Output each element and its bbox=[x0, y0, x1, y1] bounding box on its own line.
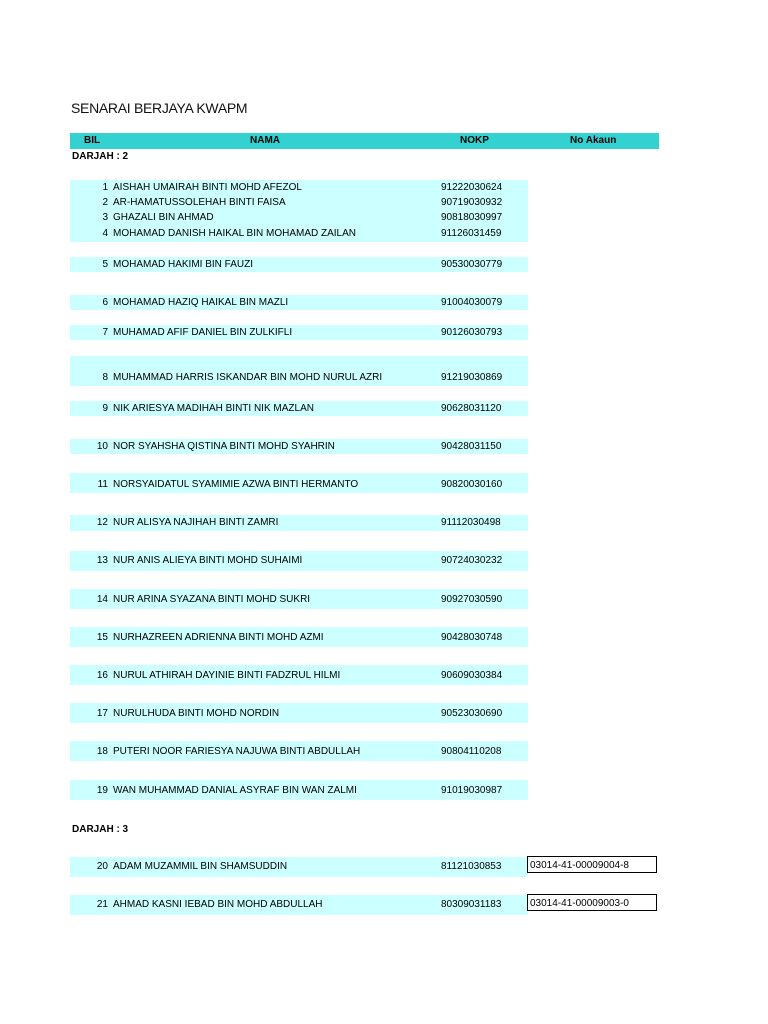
cell-nokp: 90724030232 bbox=[441, 555, 503, 566]
cell-nokp: 90428031150 bbox=[441, 441, 502, 452]
cell-bil: 12 bbox=[96, 517, 108, 528]
cell-bil: 19 bbox=[96, 785, 108, 796]
table-row bbox=[0, 226, 768, 241]
cell-bil: 2 bbox=[102, 197, 108, 208]
cell-nama: AISHAH UMAIRAH BINTI MOHD AFEZOL bbox=[113, 182, 302, 193]
cell-nokp: 91222030624 bbox=[441, 182, 503, 193]
cell-nokp: 91004030079 bbox=[441, 297, 503, 308]
table-row bbox=[0, 210, 768, 225]
table-row bbox=[0, 553, 768, 568]
table-row bbox=[0, 706, 768, 721]
cell-bil: 4 bbox=[102, 228, 108, 239]
cell-nokp: 90523030690 bbox=[441, 708, 503, 719]
cell-nokp: 90719030932 bbox=[441, 197, 503, 208]
cell-bil: 17 bbox=[96, 708, 108, 719]
cell-nokp: 90428030748 bbox=[441, 632, 503, 643]
cell-nokp: 90530030779 bbox=[441, 259, 503, 270]
cell-nokp: 91112030498 bbox=[441, 517, 501, 528]
cell-bil: 21 bbox=[96, 899, 108, 910]
header-nokp: NOKP bbox=[460, 135, 489, 146]
cell-nama: NUR ALISYA NAJIHAH BINTI ZAMRI bbox=[113, 517, 279, 528]
cell-bil: 5 bbox=[102, 259, 108, 270]
document-title: SENARAI BERJAYA KWAPM bbox=[71, 100, 248, 116]
cell-bil: 7 bbox=[102, 327, 108, 338]
table-row bbox=[0, 668, 768, 683]
cell-bil: 9 bbox=[102, 403, 108, 414]
cell-nokp: 90818030997 bbox=[441, 212, 503, 223]
cell-bil: 20 bbox=[96, 861, 108, 872]
table-row bbox=[0, 195, 768, 210]
table-row bbox=[0, 897, 768, 912]
cell-bil: 13 bbox=[96, 555, 108, 566]
cell-nokp: 90628031120 bbox=[441, 403, 502, 414]
cell-nokp: 90820030160 bbox=[441, 479, 503, 490]
table-row bbox=[0, 325, 768, 340]
table-row bbox=[0, 744, 768, 759]
table-row bbox=[0, 859, 768, 874]
cell-bil: 3 bbox=[102, 212, 108, 223]
header-akaun: No Akaun bbox=[570, 135, 617, 146]
cell-nama: ADAM MUZAMMIL BIN SHAMSUDDIN bbox=[113, 861, 288, 872]
cell-nama: GHAZALI BIN AHMAD bbox=[113, 212, 214, 223]
cell-nama: NIK ARIESYA MADIHAH BINTI NIK MAZLAN bbox=[113, 403, 314, 414]
cell-nokp: 91126031459 bbox=[441, 228, 502, 239]
cell-nokp: 80309031183 bbox=[441, 899, 502, 910]
table-row bbox=[0, 295, 768, 310]
cell-nama: NORSYAIDATUL SYAMIMIE AZWA BINTI HERMANTO bbox=[113, 479, 359, 490]
table-row bbox=[0, 592, 768, 607]
cell-bil: 16 bbox=[96, 670, 108, 681]
cell-bil: 10 bbox=[96, 441, 108, 452]
cell-nokp: 90609030384 bbox=[441, 670, 503, 681]
cell-nama: AR-HAMATUSSOLEHAH BINTI FAISA bbox=[113, 197, 286, 208]
cell-nama: MUHAMAD AFIF DANIEL BIN ZULKIFLI bbox=[113, 327, 293, 338]
cell-nama: MUHAMMAD HARRIS ISKANDAR BIN MOHD NURUL AZRI bbox=[113, 372, 383, 383]
table-row bbox=[0, 630, 768, 645]
table-row bbox=[0, 783, 768, 798]
cell-bil: 8 bbox=[102, 372, 108, 383]
table-row bbox=[0, 477, 768, 492]
cell-bil: 11 bbox=[97, 479, 108, 490]
cell-nama: NURUL ATHIRAH DAYINIE BINTI FADZRUL HILMI bbox=[113, 670, 341, 681]
cell-akaun: 03014-41-00009003-0 bbox=[527, 894, 657, 911]
cell-nama: NURHAZREEN ADRIENNA BINTI MOHD AZMI bbox=[113, 632, 324, 643]
cell-nama: MOHAMAD DANISH HAIKAL BIN MOHAMAD ZAILAN bbox=[113, 228, 356, 239]
cell-nokp: 81121030853 bbox=[441, 861, 502, 872]
cell-nama: WAN MUHAMMAD DANIAL ASYRAF BIN WAN ZALMI bbox=[113, 785, 357, 796]
header-bil: BIL bbox=[84, 135, 101, 146]
cell-bil: 6 bbox=[102, 297, 108, 308]
table-row bbox=[0, 401, 768, 416]
cell-nokp: 91219030869 bbox=[441, 372, 503, 383]
cell-nama: PUTERI NOOR FARIESYA NAJUWA BINTI ABDULLAH bbox=[113, 746, 361, 757]
header-nama: NAMA bbox=[250, 135, 280, 146]
table-row bbox=[0, 439, 768, 454]
table-header bbox=[70, 133, 659, 149]
section-label: DARJAH : 2 bbox=[72, 151, 129, 162]
cell-nokp: 91019030987 bbox=[441, 785, 503, 796]
table-row bbox=[0, 515, 768, 530]
section-label: DARJAH : 3 bbox=[72, 824, 129, 835]
cell-bil: 15 bbox=[96, 632, 108, 643]
cell-nokp: 90927030590 bbox=[441, 594, 503, 605]
cell-nokp: 90804110208 bbox=[441, 746, 502, 757]
cell-bil: 18 bbox=[96, 746, 108, 757]
cell-nama: NOR SYAHSHA QISTINA BINTI MOHD SYAHRIN bbox=[113, 441, 335, 452]
table-row bbox=[0, 370, 768, 385]
cell-akaun: 03014-41-00009004-8 bbox=[527, 856, 657, 873]
cell-nama: NURULHUDA BINTI MOHD NORDIN bbox=[113, 708, 280, 719]
cell-nama: NUR ANIS ALIEYA BINTI MOHD SUHAIMI bbox=[113, 555, 303, 566]
cell-nama: NUR ARINA SYAZANA BINTI MOHD SUKRI bbox=[113, 594, 311, 605]
cell-nama: MOHAMAD HAKIMI BIN FAUZI bbox=[113, 259, 254, 270]
cell-bil: 14 bbox=[96, 594, 108, 605]
cell-bil: 1 bbox=[102, 182, 108, 193]
cell-nama: MOHAMAD HAZIQ HAIKAL BIN MAZLI bbox=[113, 297, 289, 308]
table-row bbox=[0, 180, 768, 195]
cell-nama: AHMAD KASNI IEBAD BIN MOHD ABDULLAH bbox=[113, 899, 323, 910]
cell-nokp: 90126030793 bbox=[441, 327, 503, 338]
table-row bbox=[0, 257, 768, 272]
